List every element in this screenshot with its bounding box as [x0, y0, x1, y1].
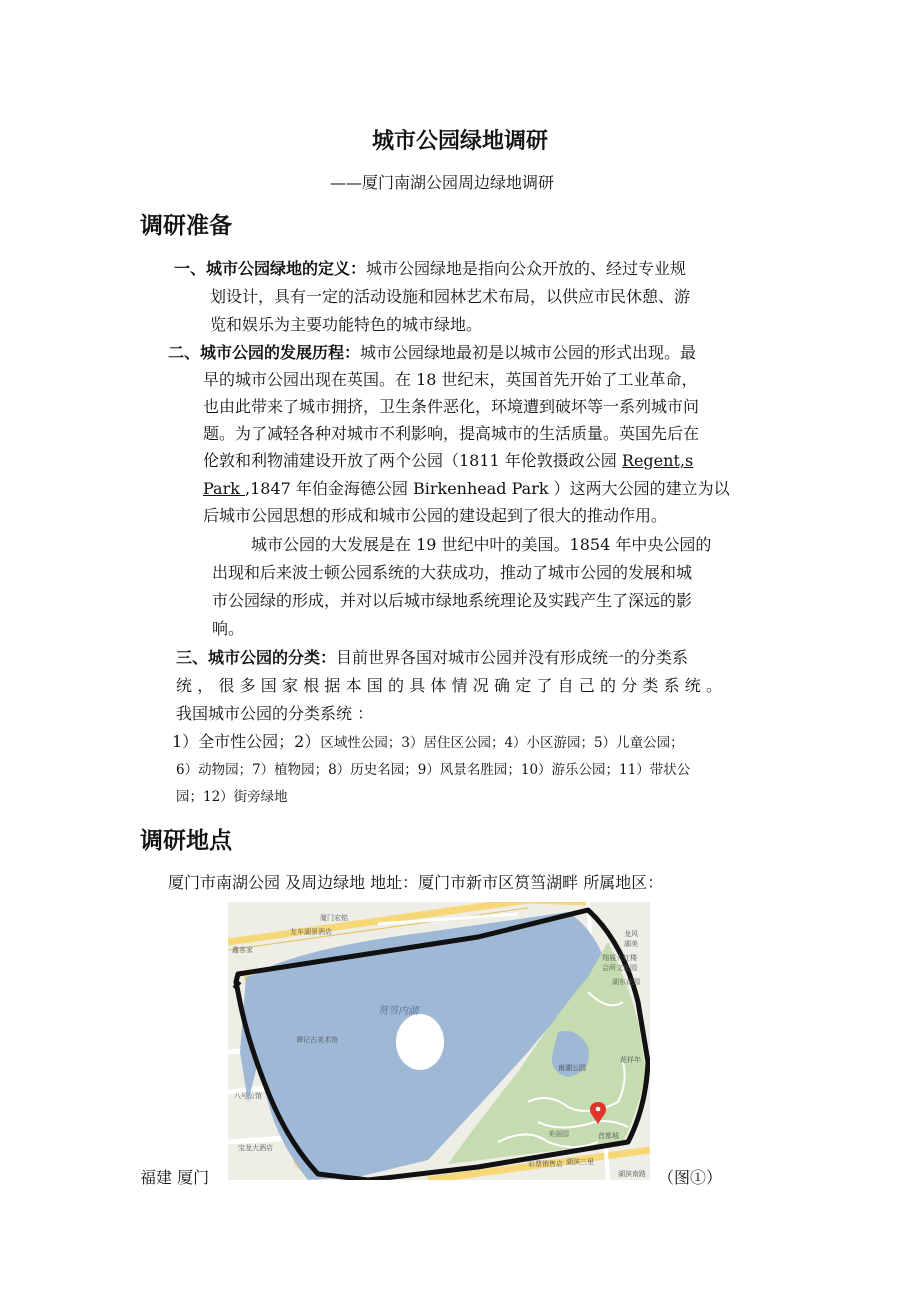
item3-line1	[176, 645, 688, 668]
map-label-15: 湖滨三里	[566, 1158, 594, 1166]
map-label-12: 美丽园	[548, 1130, 569, 1138]
park-map	[228, 902, 650, 1180]
map-label-0: 厦门宏铭	[320, 914, 348, 922]
item2-line5-text: 伦敦和利物浦建设开放了两个公园（1811 年伦敦摄政公园	[203, 451, 622, 470]
item2-line6	[203, 476, 730, 499]
item3-list-line3: 园；12）街旁绿地	[176, 789, 288, 805]
item3-list-line1	[172, 729, 684, 752]
item2-label: 二、城市公园的发展历程：	[168, 343, 361, 362]
item1-label: 一、城市公园绿地的定义：	[174, 259, 367, 278]
map-island	[396, 1014, 444, 1070]
para2-line3: 市公园绿的形成，并对以后城市绿地系统理论及实践产生了深远的影	[212, 591, 693, 610]
para2-line2: 出现和后来波士顿公园系统的大获成功，推动了城市公园的发展和城	[212, 563, 693, 582]
section-heading-prep: 调研准备	[140, 213, 232, 239]
map-label-10: 湖东花园	[612, 978, 640, 986]
document-title: 城市公园绿地调研	[371, 129, 548, 154]
map-label-2: 鑫客家	[232, 946, 253, 954]
map-label-14: 彩票销售店	[528, 1160, 563, 1168]
document-subtitle: ——厦门南湖公园周边绿地调研	[330, 173, 555, 192]
park-map-svg	[228, 902, 650, 1180]
map-label-16: 湖滨南路	[618, 1170, 646, 1178]
para2-line1: 城市公园的大发展是在 19 世纪中叶的美国。1854 年中央公园的	[251, 535, 712, 554]
map-label-8: 翔展大红楼	[602, 954, 637, 962]
map-label-11: 花样年	[620, 1056, 641, 1064]
map-pin-dot	[596, 1107, 601, 1112]
item3-list-line1b: 区域性公园；3）居住区公园；4）小区游园；5）儿童公园；	[320, 735, 684, 751]
item1-line3: 览和娱乐为主要功能特色的城市绿地。	[210, 315, 483, 334]
item3-label: 三、城市公园的分类：	[176, 648, 337, 667]
map-label-4: 八号公馆	[234, 1092, 262, 1100]
figure-reference: （图①）	[658, 1168, 723, 1187]
item1-line1	[174, 256, 686, 279]
map-label-9: 会所文化园	[602, 964, 637, 972]
item2-line7: 后城市公园思想的形成和城市公园的建设起到了很大的推动作用。	[203, 506, 668, 525]
map-label-1: 友车湖景酒店	[290, 928, 332, 936]
item2-line4: 题。为了减轻各种对城市不利影响，提高城市的生活质量。英国先后在	[203, 424, 700, 443]
map-label-5: 宝龙大酒店	[238, 1144, 273, 1152]
park-link: Park	[203, 479, 246, 498]
item2-line2: 早的城市公园出现在英国。在 18 世纪末，英国首先开始了工业革命，	[203, 370, 698, 389]
item3-list-line1a: 1）全市性公园；2）	[172, 732, 321, 751]
item3-line2: 统，很多国家根据本国的具体情况确定了自己的分类系统。	[176, 676, 728, 695]
item2-text1: 城市公园绿地最初是以城市公园的形式出现。最	[360, 343, 697, 362]
item1-line2: 划设计，具有一定的活动设施和园林艺术布局，以供应市民休憩、游	[210, 287, 691, 306]
item3-list-line2: 6）动物园；7）植物园；8）历史名园；9）风景名胜园；10）游乐公园；11）带状公	[176, 762, 691, 778]
map-label-13: 首都城	[598, 1132, 619, 1140]
map-label-7: 湖美	[624, 940, 638, 948]
item3-line3: 我国城市公园的分类系统 ：	[176, 704, 374, 723]
map-label-3: 谭记古美术馆	[296, 1036, 338, 1044]
location-address-line: 厦门市南湖公园 及周边绿地 地址：厦门市新市区筼筜湖畔 所属地区：	[168, 873, 664, 892]
item2-line3: 也由此带来了城市拥挤，卫生条件恶化，环境遭到破坏等一系列城市问	[203, 397, 700, 416]
location-region: 福建 厦门	[140, 1168, 210, 1187]
section-heading-location: 调研地点	[140, 828, 232, 854]
map-park-label: 南湖公园	[558, 1064, 586, 1072]
item2-line1	[168, 340, 696, 363]
item1-text1: 城市公园绿地是指向公众开放的、经过专业规	[366, 259, 687, 278]
item2-line6-text: ,1847 年伯金海德公园 Birkenhead Park ）这两大公园的建立为以	[245, 479, 730, 498]
regents-park-link: Regent,s	[621, 451, 694, 470]
item2-line5	[203, 448, 693, 471]
map-lake-label: 筼筜内湖	[378, 1006, 418, 1017]
para2-line4: 响。	[212, 619, 245, 638]
item3-text1: 目前世界各国对城市公园并没有形成统一的分类系	[336, 648, 689, 667]
map-label-6: 龙风	[624, 930, 638, 938]
